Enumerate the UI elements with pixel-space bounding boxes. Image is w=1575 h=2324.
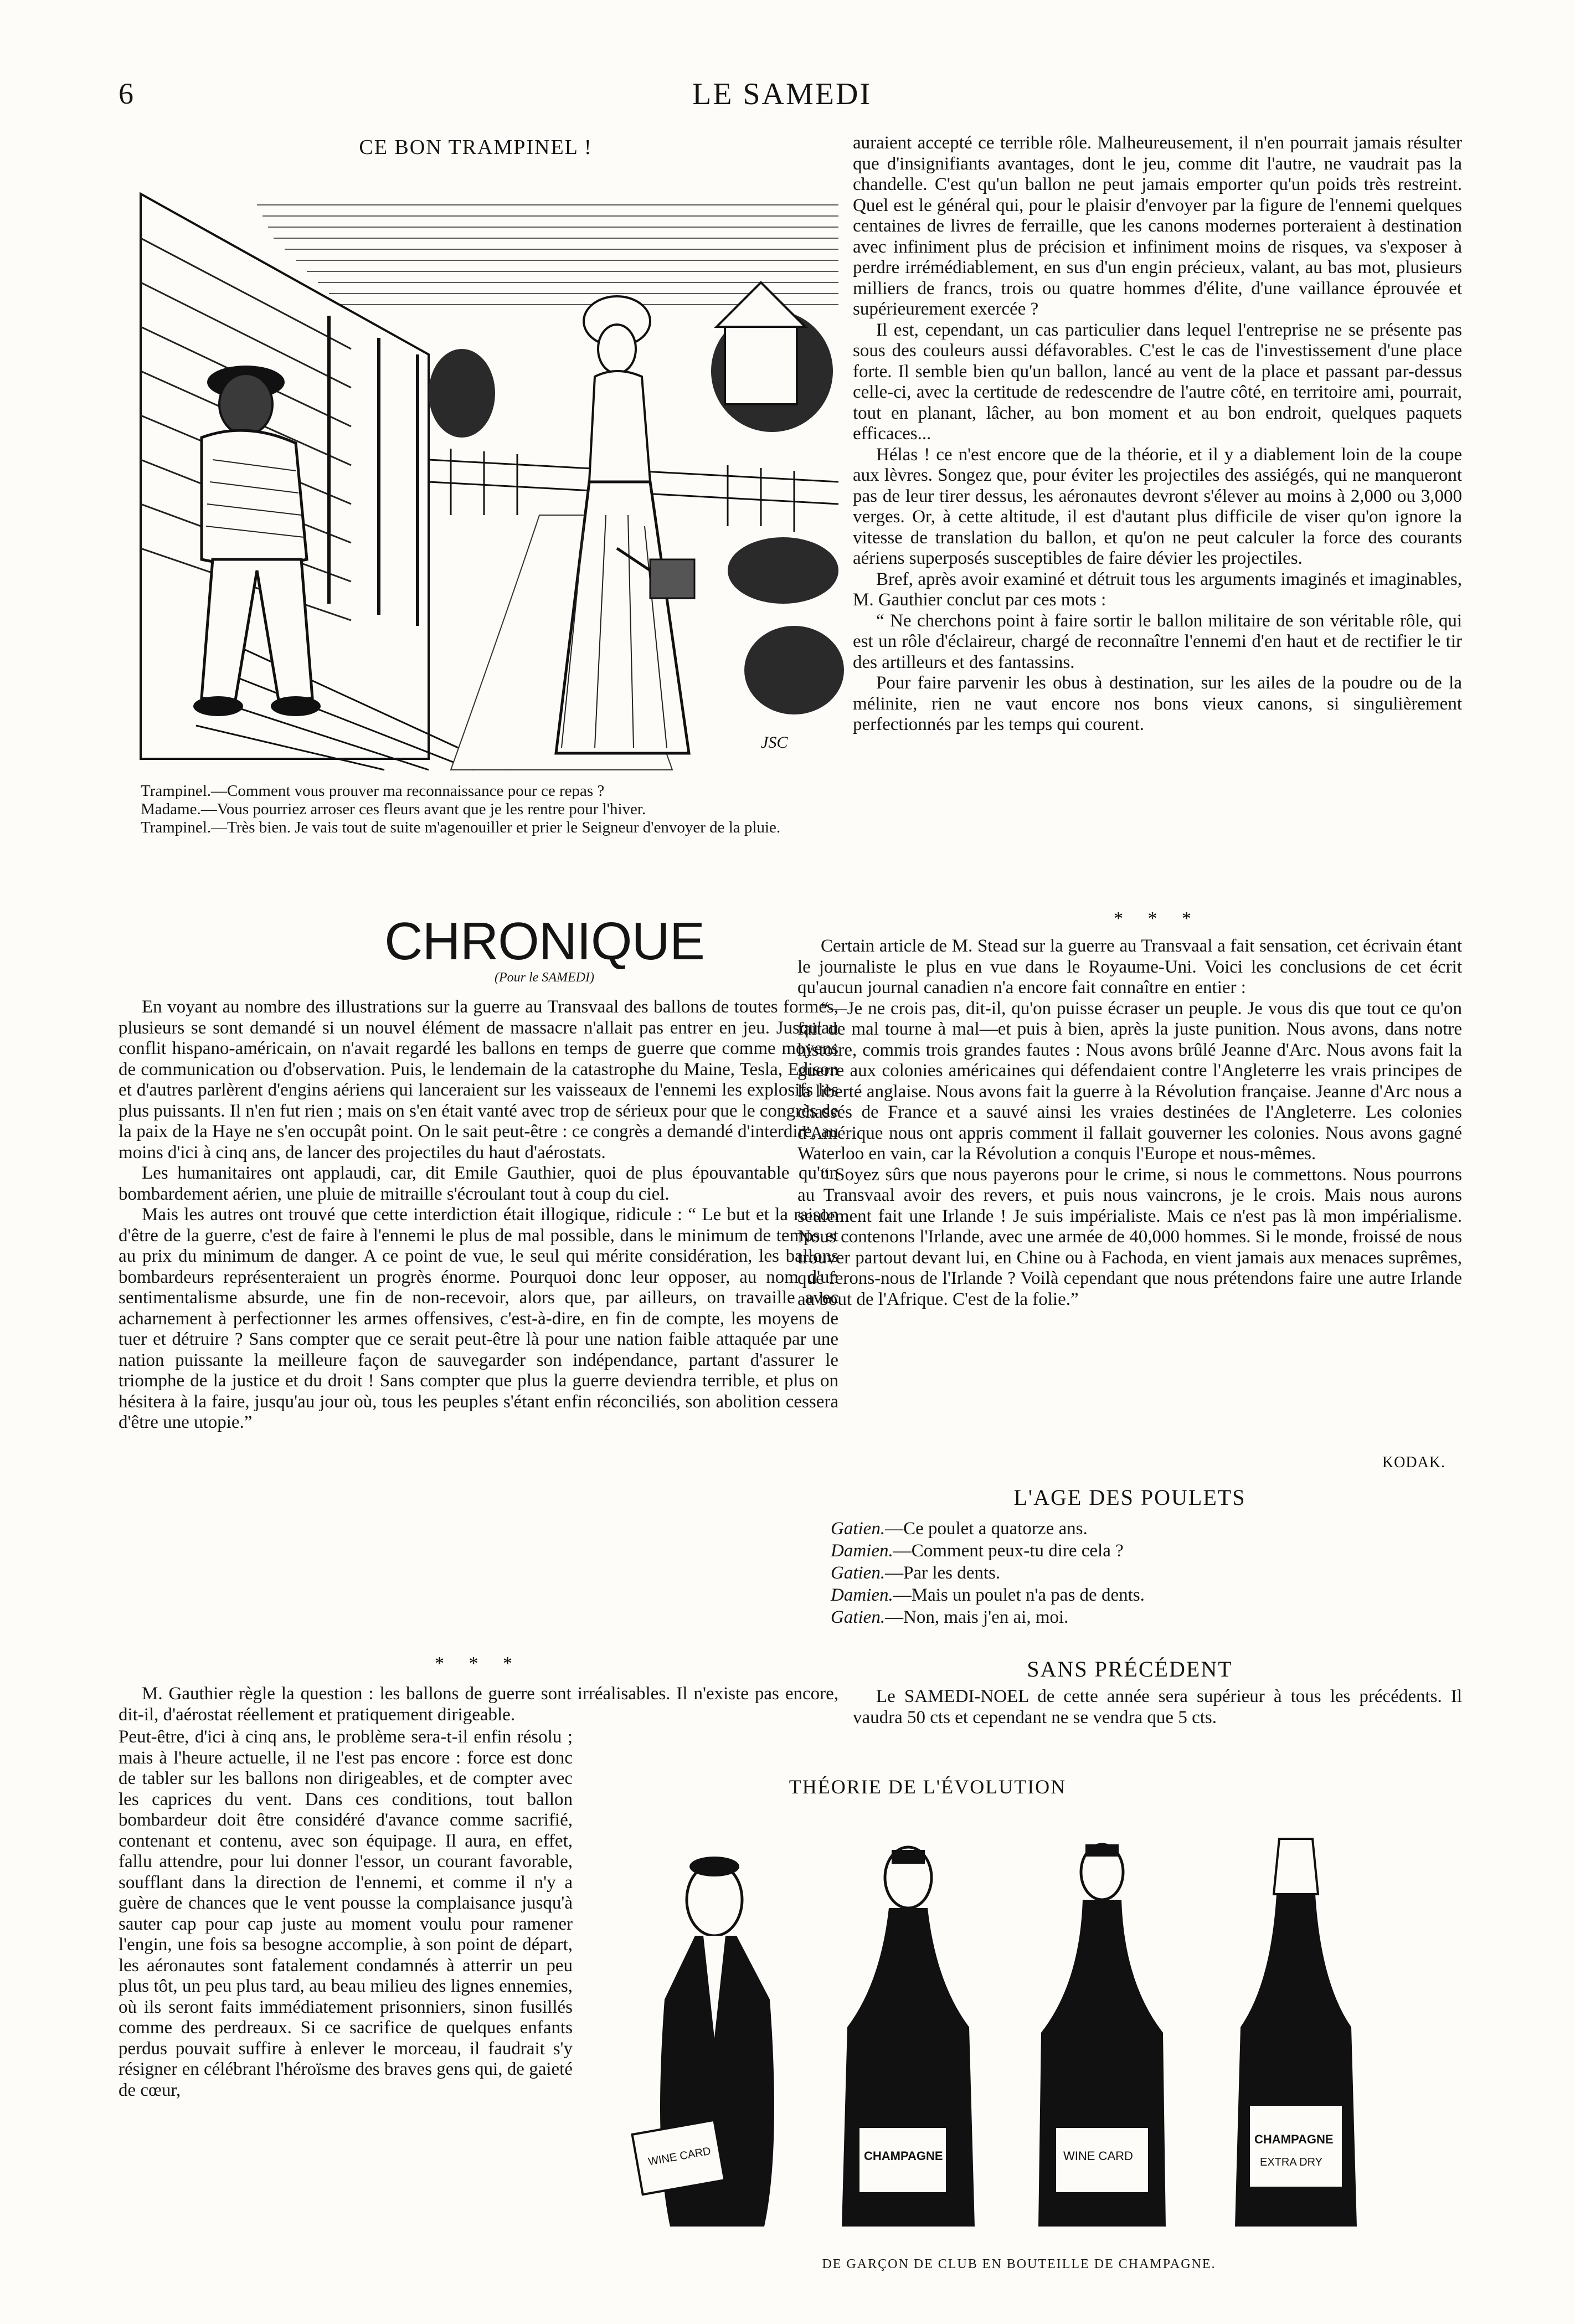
sans-precedent-body — [853, 1687, 1462, 1728]
caption-line: Trampinel.—Comment vous prouver ma reconnaissance pour ce repas ? — [141, 782, 605, 800]
waiter-figure — [632, 1857, 774, 2227]
chronique-paragraph: En voyant au nombre des illustrations sur la guerre au Transvaal des ballons de toutes formes, plusieurs se sont demandé si un nouvel élément de massacre n'allait pas entrer en jeu. Jusqu'au conflit hispano-américain, on n'avait regardé les ballons en temps de guerre que comme moyens de communication ou d'observation. Puis, le lendemain de la catastrophe du Maine, Tesla, Edison et d'autres parlèrent d'engins aériens qui lanceraient sur les vaisseaux de l'ennemi les explosifs les plus puissants. Il n'en fut rien ; mais on s'en était vanté avec trop de sérieux pour que le congrès de la paix de la Haye ne s'en occupât point. On le sait peut-être : ce congrès a demandé d'interdire, au moins d'ici à cinq ans, de lancer des projectiles du haut d'aérostats. — [119, 997, 838, 1163]
author-signature: KODAK. — [1382, 1454, 1445, 1471]
bottles-drawing — [604, 1817, 1434, 2249]
stead-paragraph: “ Soyez sûrs que nous payerons pour le crime, si nous le commettons. Nous pourrons au Transvaal avoir des revers, et puis nous vaincrons, je le crois. Mais nous aurons seulement fait une Irlande ! Je suis impérialiste. Mais ce n'est pas là mon impérialisme. Nous contenons l'Irlande, avec une armée de 40,000 hommes. Si le monde, froissé de nous trouver partout devant lui, en Chine ou à Fachoda, en vient jamais aux menaces suprêmes, que ferons-nous de l'Irlande ? Voilà cependant que nous prétendons faire une autre Irlande au bout de l'Afrique. C'est de la folie.” — [797, 1164, 1462, 1309]
evolution-title: THÉORIE DE L'ÉVOLUTION — [789, 1776, 1067, 1798]
champagne-label: CHAMPAGNE — [1254, 2132, 1334, 2146]
gauthier-body — [119, 1727, 573, 2101]
stead-article — [797, 936, 1462, 1310]
chronique-title: CHRONIQUE — [384, 912, 704, 971]
dialogue-text: —Ce poulet a quatorze ans. — [885, 1519, 1088, 1539]
speaker-name: Damien. — [831, 1541, 893, 1561]
column-paragraph: Bref, après avoir examiné et détruit tous les arguments imaginés et imaginables, M. Gauthier conclut par ces mots : — [853, 569, 1462, 610]
stead-paragraph: “—Je ne crois pas, dit-il, qu'on puisse écraser un peuple. Je vous dis que tout ce qu'on fait de mal tourne à mal—et puis à bien, après la juste punition. Nous avons, dans notre histoire, commis trois grandes fautes : Nous avons brûlé Jeanne d'Arc. Nous avons fait la guerre aux colonies américaines qui défendaient contre l'Angleterre les vrais principes de la liberté anglaise. Nous avons fait la guerre à la Révolution française. Jeanne d'Arc nous a chassés de France et a sauvé ainsi les vraies destinées de l'Angleterre. Les colonies d'Amérique nous ont appris comment il fallait gouverner les colonies. Nous avons gagné Waterloo en vain, car la Révolution a conquis l'Europe et nous-mêmes. — [797, 998, 1462, 1164]
wine-card-label: WINE CARD — [647, 2145, 712, 2168]
dialogue-line — [831, 1540, 1440, 1562]
page-number: 6 — [119, 77, 133, 110]
dialogue-text: —Non, mais j'en ai, moi. — [885, 1607, 1069, 1627]
dialogue-line — [831, 1584, 1440, 1606]
chronique-paragraph: Mais les autres ont trouvé que cette interdiction était illogique, ridicule : “ Le but et la raison d'être de la guerre, c'est de faire à l'ennemi le plus de mal possible, dans le minimum de temps et au prix du minimum de danger. A ce point de vue, le seul qui mérite considération, les ballons bombardeurs représenteraient un progrès énorme. Pourquoi donc leur opposer, au nom d'un sentimentalisme absurde, une fin de non-recevoir, alors que, par ailleurs, on travaille avec acharnement à perfectionner les armes offensives, c'est-à-dire, en fin de compte, les moyens de tuer et détruire ? Sans compter que ce serait peut-être là pour une nation faible attaquée par une nation puissante la meilleure façon de sauvegarder son indépendance, partant d'assurer le triomphe de la justice et du droit ! Sans compter que plus la guerre deviendra terrible, et plus on hésitera à la faire, jusqu'au jour où, tous les peuples s'étant enfin réconciliés, son abolition cessera d'être une utopie.” — [119, 1205, 838, 1432]
sans-precedent-text: Le SAMEDI-NOEL de cette année sera supérieur à tous les précédents. Il vaudra 50 cts et cependant ne se vendra que 5 cts. — [853, 1687, 1462, 1727]
artist-signature: JSC — [761, 733, 788, 752]
caption-line: Madame.—Vous pourriez arroser ces fleurs avant que je les rentre pour l'hiver. — [141, 800, 646, 818]
caption-line: Trampinel.—Très bien. Je vais tout de suite m'agenouiller et prier le Seigneur d'envoyer de la pluie. — [141, 819, 781, 836]
evolution-illustration — [604, 1817, 1434, 2249]
dialogue-text: —Par les dents. — [885, 1563, 1001, 1583]
stead-paragraph: Certain article de M. Stead sur la guerre au Transvaal a fait sensation, cet écrivain étant le journaliste le plus en vue dans le Royaume-Uni. Voici les conclusions de cet écrit qu'aucun journal canadien n'a encore fait connaître en entier : — [797, 936, 1462, 998]
speaker-name: Damien. — [831, 1585, 893, 1605]
speaker-name: Gatien. — [831, 1563, 886, 1583]
gauthier-lead-paragraph: M. Gauthier règle la question : les ballons de guerre sont irréalisables. Il n'existe pas encore, dit-il, d'aérostat réellement et pratiquement dirigeable. — [119, 1684, 838, 1725]
column-paragraph: Pour faire parvenir les obus à destination, sur les ailes de la poudre ou de la mélinite, rien ne vaut encore nos bons vieux canons, si singulièrement perfectionnés par les temps qui courent. — [853, 673, 1462, 734]
dialogue-text: —Comment peux-tu dire cela ? — [893, 1541, 1124, 1561]
cartoon-title: CE BON TRAMPINEL ! — [359, 136, 593, 159]
extra-dry-label: EXTRA DRY — [1260, 2156, 1322, 2168]
poulets-title: L'AGE DES POULETS — [1013, 1485, 1246, 1510]
section-divider: * * * — [435, 1653, 522, 1674]
tramp-and-lady-drawing — [119, 172, 844, 775]
masthead: LE SAMEDI — [692, 77, 872, 111]
sans-precedent-title: SANS PRÉCÉDENT — [1027, 1657, 1233, 1682]
dialogue-line — [831, 1606, 1440, 1628]
cartoon-caption — [119, 782, 838, 837]
bottle-figure-3 — [1038, 1844, 1166, 2227]
column-paragraph: “ Ne cherchons point à faire sortir le ballon militaire de son véritable rôle, qui est un rôle d'éclaireur, chargé de reconnaître l'ennemi d'en haut et de rectifier le tir des artilleurs et des fantassins. — [853, 610, 1462, 672]
bottle-figure-2 — [842, 1847, 975, 2227]
evolution-caption: DE GARÇON DE CLUB EN BOUTEILLE DE CHAMPAGNE. — [822, 2257, 1216, 2271]
wine-card-label: WINE CARD — [1063, 2149, 1133, 2163]
column-paragraph: Il est, cependant, un cas particulier dans lequel l'entreprise ne se présente pas sous des couleurs aussi défavorables. C'est le cas de l'investissement d'une place forte. Il semble bien qu'un ballon, lancé au vent de la place et passant par-dessus celle-ci, avec la certitude de redescendre de l'autre côté, en territoire ami, pourrait, tout en planant, lâcher, au bon moment et au bon endroit, quelques paquets efficaces... — [853, 320, 1462, 444]
section-divider: * * * — [1114, 908, 1201, 929]
column-paragraph: Hélas ! ce n'est encore que de la théorie, et il y a diablement loin de la coupe aux lèvres. Songez que, pour éviter les projectiles des assiégés, qui ne manqueront pas de leur tirer dessus, les aéronautes devront s'élever au moins à 2,000 ou 3,000 verges. Or, à cette altitude, il est d'autant plus difficile de viser qu'on ignore la vitesse de translation du ballon, et qu'on ne peut calculer la force des courants aériens superposés susceptibles de faire dévier les projectiles. — [853, 444, 1462, 568]
bottle-figure-4 — [1235, 1839, 1357, 2227]
chronique-paragraph: Les humanitaires ont applaudi, car, dit Emile Gauthier, quoi de plus épouvantable qu'un bombardement aérien, une pluie de mitraille s'écroulant tout à coup du ciel. — [119, 1163, 838, 1204]
gauthier-lead — [119, 1684, 838, 1725]
cartoon-illustration — [119, 172, 844, 775]
right-column-body — [853, 133, 1462, 736]
dialogue-text: —Mais un poulet n'a pas de dents. — [893, 1585, 1145, 1605]
chronique-subtitle: (Pour le SAMEDI) — [495, 970, 594, 985]
gauthier-body-paragraph: Peut-être, d'ici à cinq ans, le problème sera-t-il enfin résolu ; mais à l'heure actuelle, il ne l'est pas encore : force est donc de tabler sur les ballons non dirigeables, et de compter avec les caprices du vent. Dans ces conditions, tout ballon bombardeur doit être considéré d'avance comme sacrifié, contenant et contenu, avec son équipage. Il aura, en effet, fallu attendre, pour lui donner l'essor, un courant favorable, soufflant dans la direction de l'ennemi, et comme il n'y a guère de chances que le vent pousse la complaisance jusqu'à sauter cap pour cap juste au moment voulu pour ramener l'engin, une fois sa besogne accomplie, à son point de départ, les aéronautes sont fatalement condamnés à atterrir un peu plus tôt, un peu plus tard, au beau milieu des lignes ennemies, où ils seront faits immédiatement prisonniers, sinon fusillés comme des perdreaux. Si ce sacrifice de quelques enfants perdus pouvait suffire à enlever le morceau, il faudrait s'y résigner en célébrant l'héroïsme des braves gens qui, de gaieté de cœur, — [119, 1727, 573, 2100]
speaker-name: Gatien. — [831, 1519, 886, 1539]
column-paragraph: auraient accepté ce terrible rôle. Malheureusement, il n'en pourrait jamais résulter que d'insignifiants avantages, dont le jeu, comme dit l'autre, ne vaudrait pas la chandelle. C'est qu'un ballon ne peut jamais emporter qu'un poids très restreint. Quel est le général qui, pour le plaisir d'envoyer par la figure de l'ennemi quelques centaines de livres de ferraille, que les canons modernes porteraient à destination avec infiniment plus de précision et infiniment moins de risques, va s'exposer à perdre irrémédiablement, en sus d'un engin précieux, valant, au bas mot, plusieurs milliers de francs, trois ou quatre hommes d'élite, d'une vaillance éprouvée et supérieurement exercée ? — [853, 133, 1462, 319]
chronique-body — [119, 997, 838, 1433]
poulets-dialogue — [831, 1518, 1440, 1628]
champagne-label: CHAMPAGNE — [864, 2149, 943, 2163]
speaker-name: Gatien. — [831, 1607, 886, 1627]
dialogue-line — [831, 1518, 1440, 1540]
dialogue-line — [831, 1562, 1440, 1584]
